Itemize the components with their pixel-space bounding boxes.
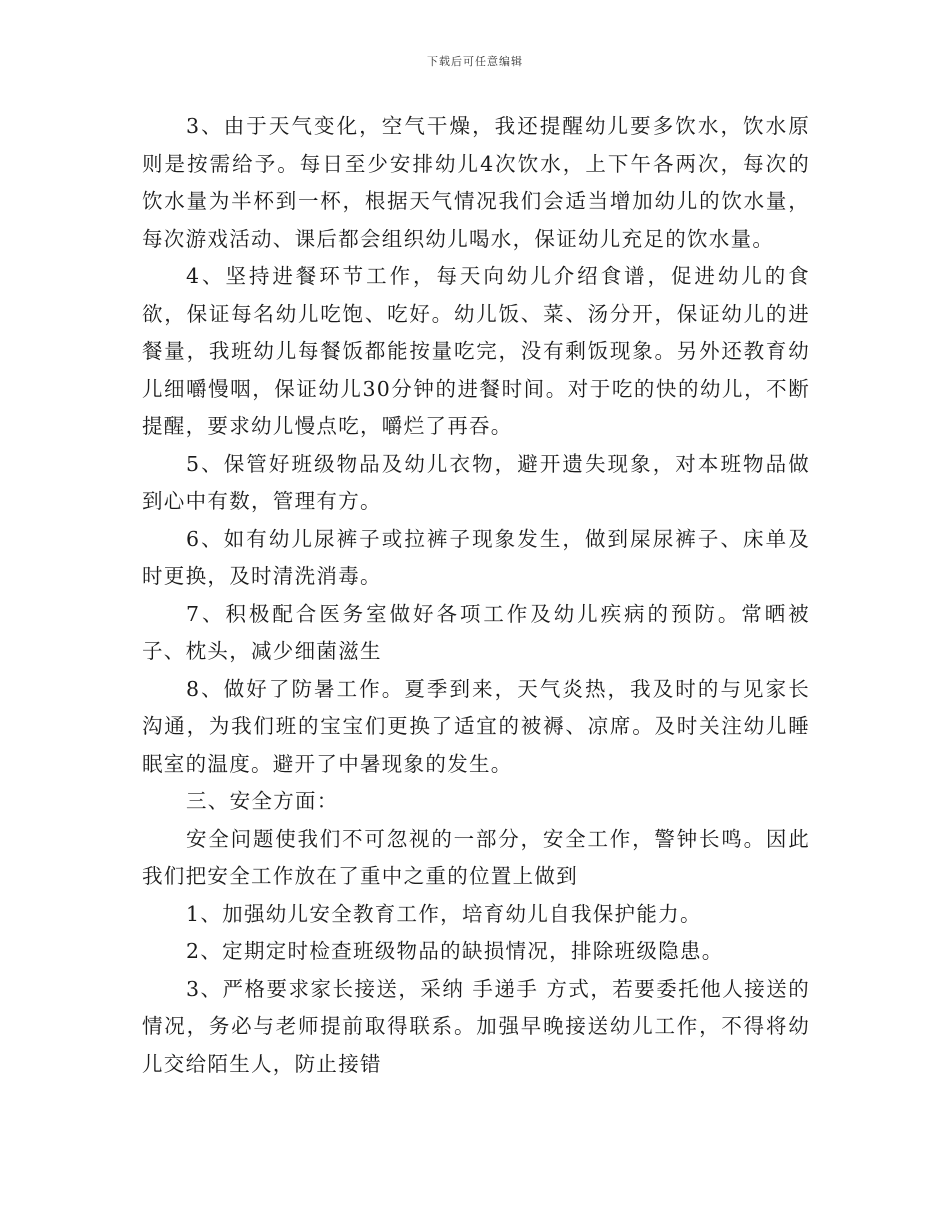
paragraph-safety-intro: 安全问题使我们不可忽视的一部分，安全工作，警钟长鸣。因此我们把安全工作放在了重中之重的位置上做到 xyxy=(142,826,810,888)
paragraph-meals: 4、坚持进餐环节工作，每天向幼儿介绍食谱，促进幼儿的食欲，保证每名幼儿吃饱、吃好。幼儿饭、菜、汤分开，保证幼儿的进餐量，我班幼儿每餐饭都能按量吃完，没有剩饭现象。另外还教育幼儿细嚼慢咽，保证幼儿30分钟的进餐时间。对于吃的快的幼儿，不断提醒，要求幼儿慢点吃，嚼烂了再吞。 xyxy=(142,264,810,438)
paragraph-inspection: 2、定期定时检查班级物品的缺损情况，排除班级隐患。 xyxy=(186,939,724,963)
paragraph-heat-prevention: 8、做好了防暑工作。夏季到来，天气炎热，我及时的与见家长沟通，为我们班的宝宝们更换了适宜的被褥、凉席。及时关注幼儿睡眠室的温度。避开了中暑现象的发生。 xyxy=(142,676,810,776)
paragraph-drinking-water: 3、由于天气变化，空气干燥，我还提醒幼儿要多饮水，饮水原则是按需给予。每日至少安排幼儿4次饮水，上下午各两次，每次的饮水量为半杯到一杯，根据天气情况我们会适当增加幼儿的饮水量，每次游戏活动、课后都会组织幼儿喝水，保证幼儿充足的饮水量。 xyxy=(142,114,810,251)
document-body xyxy=(142,108,810,1083)
page-header: 下载后可任意编辑 xyxy=(427,55,523,68)
paragraph-pickup: 3、严格要求家长接送，采纳 手递手 方式，若要委托他人接送的情况，务必与老师提前取得联系。加强早晚接送幼儿工作，不得将幼儿交给陌生人，防止接错 xyxy=(142,976,810,1076)
paragraph-safety-education: 1、加强幼儿安全教育工作，培育幼儿自我保护能力。 xyxy=(186,901,702,926)
paragraph-disease-prevention: 7、积极配合医务室做好各项工作及幼儿疾病的预防。常晒被子、枕头，减少细菌滋生 xyxy=(142,601,810,663)
paragraph-belongings: 5、保管好班级物品及幼儿衣物，避开遗失现象，对本班物品做到心中有数，管理有方。 xyxy=(142,451,810,513)
paragraph-accidents: 6、如有幼儿尿裤子或拉裤子现象发生，做到屎尿裤子、床单及时更换，及时清洗消毒。 xyxy=(142,526,810,588)
section-heading-safety: 三、安全方面： xyxy=(186,789,339,813)
